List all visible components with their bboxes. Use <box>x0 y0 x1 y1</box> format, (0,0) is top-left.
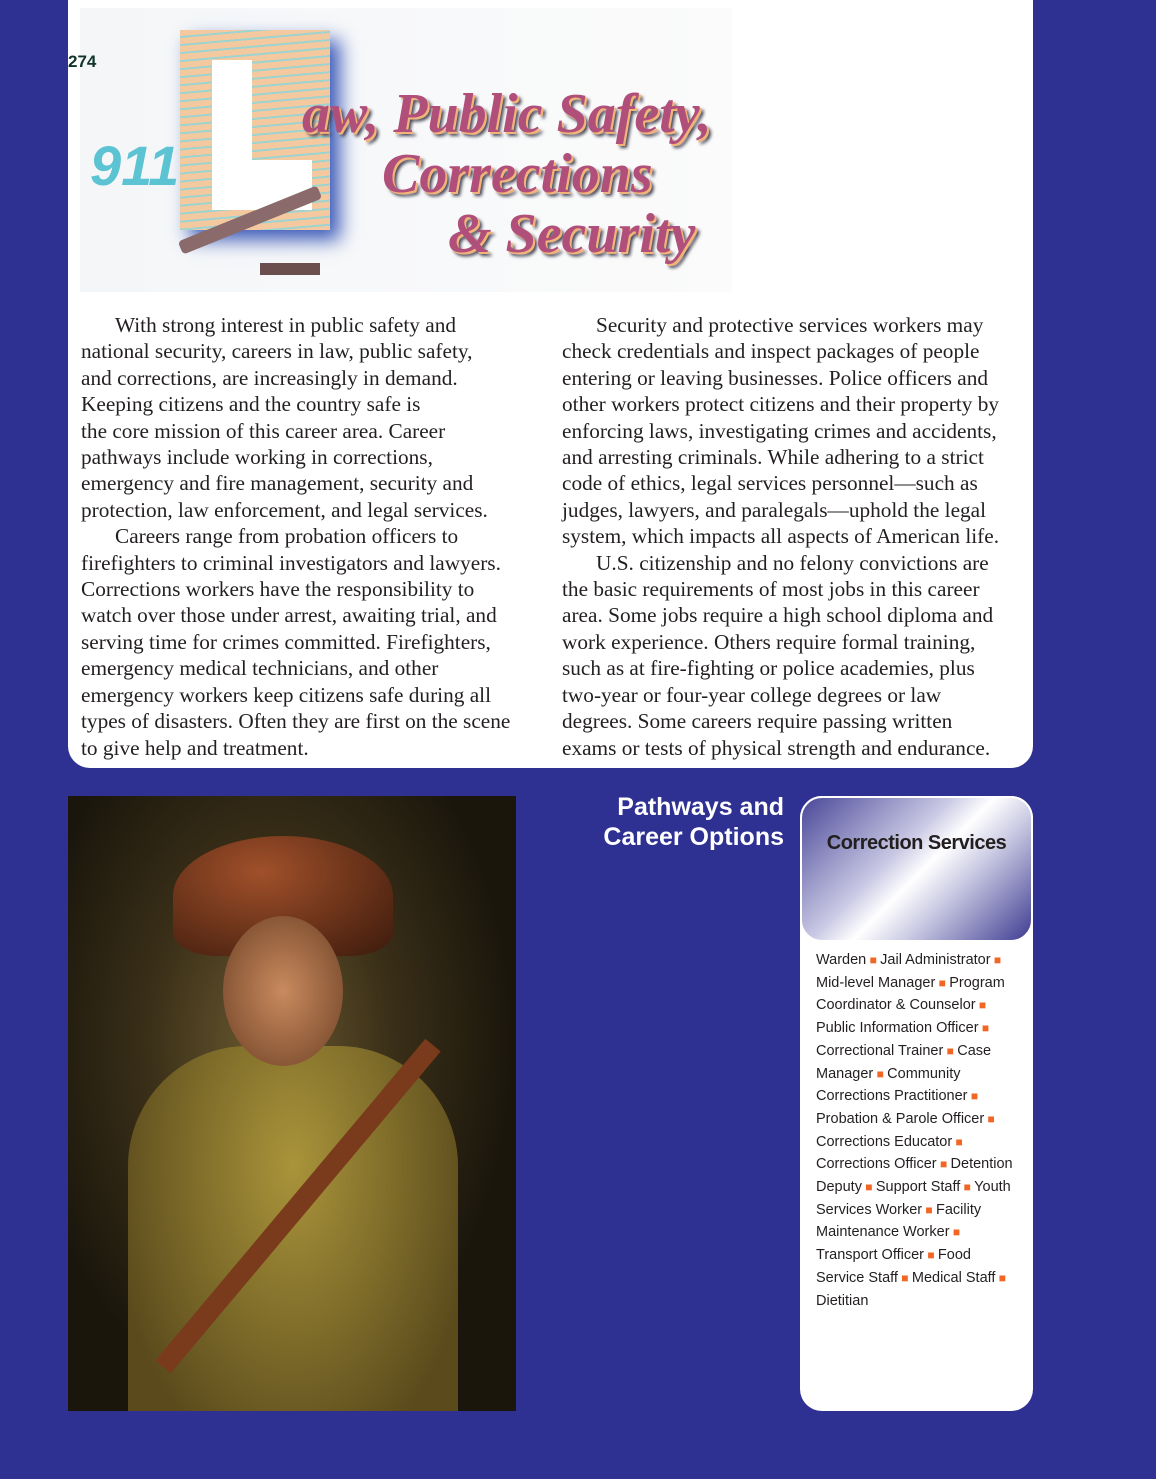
paragraph-line: emergency and fire management, security and <box>81 471 474 496</box>
paragraph-line: Keeping citizens and the country safe is <box>81 392 421 417</box>
banner-logo <box>80 8 732 292</box>
paragraph-line: exams or tests of physical strength and endurance. <box>562 735 991 760</box>
banner-title-line-2: Corrections <box>382 143 653 205</box>
banner-title-line-1: aw, Public Safety, <box>302 83 712 145</box>
career-item: Transport Officer <box>816 1247 924 1264</box>
career-item: Case Manager <box>816 1042 992 1082</box>
pathways-heading <box>560 792 784 852</box>
career-item: Program Coordinator & Counselor <box>816 974 1005 1014</box>
bullet-square-icon: ■ <box>949 1225 961 1240</box>
bullet-square-icon: ■ <box>984 1111 995 1126</box>
paragraph-line: degrees. Some careers require passing written <box>562 709 953 734</box>
paragraph-line: system, which impacts all aspects of American life. <box>562 524 1000 549</box>
career-box-title: Correction Services <box>826 832 1007 854</box>
page-number: 274 <box>68 52 97 71</box>
bullet-square-icon: ■ <box>960 1180 975 1195</box>
badge-911: 911 <box>90 134 180 197</box>
bullet-square-icon: ■ <box>923 1248 938 1263</box>
career-item: Correctional Trainer <box>816 1042 944 1059</box>
paragraph-line: entering or leaving businesses. Police officers and <box>562 365 989 390</box>
career-item: Probation & Parole Officer <box>816 1110 985 1127</box>
paragraph-line: With strong interest in public safety and <box>115 313 456 337</box>
paragraph-line: area. Some jobs require a high school diploma and <box>562 603 994 628</box>
bullet-square-icon: ■ <box>873 1066 888 1081</box>
paragraph-line: types of disasters. Often they are first on the scene <box>81 709 511 734</box>
paragraph-line: protection, law enforcement, and legal services. <box>81 497 488 522</box>
career-item: Food Service Staff <box>816 1247 971 1286</box>
career-box-header <box>800 796 1033 942</box>
career-item: Corrections Officer <box>816 1156 937 1173</box>
paragraph-line: code of ethics, legal services personnel—such as <box>562 471 978 496</box>
paragraph-line: pathways include working in corrections, <box>81 445 433 470</box>
career-item: Youth Services Worker <box>816 1179 1011 1218</box>
paragraph-line: enforcing laws, investigating crimes and accidents, <box>562 418 997 443</box>
bullet-square-icon: ■ <box>943 1043 958 1058</box>
firefighter-photo <box>68 796 516 1411</box>
paragraph-line: watch over those under arrest, awaiting trial, and <box>81 603 497 628</box>
bullet-square-icon: ■ <box>936 1157 951 1172</box>
career-item: Facility Maintenance Worker <box>816 1201 982 1241</box>
career-list <box>816 949 1021 1312</box>
paragraph-line: the core mission of this career area. Career <box>81 418 446 443</box>
right-column-text <box>562 312 999 761</box>
bullet-square-icon: ■ <box>990 953 1002 967</box>
paragraph-line: U.S. citizenship and no felony convictions are <box>596 550 989 575</box>
paragraph-line: and corrections, are increasingly in demand. <box>81 365 458 390</box>
paragraph-line: national security, careers in law, public safety, <box>81 339 473 364</box>
career-item: Medical Staff <box>911 1269 996 1286</box>
pathways-heading-line-1: Pathways and <box>617 793 784 821</box>
paragraph-line: emergency workers keep citizens safe during all <box>81 682 491 707</box>
bullet-square-icon: ■ <box>995 1270 1007 1285</box>
paragraph-line: to give help and treatment. <box>81 735 309 760</box>
paragraph-line: Careers range from probation officers to <box>115 524 459 549</box>
pathways-heading-line-2: Career Options <box>603 823 784 851</box>
bullet-square-icon: ■ <box>935 975 950 990</box>
bullet-square-icon: ■ <box>897 1270 912 1285</box>
paragraph-line: other workers protect citizens and their property by <box>562 392 1000 417</box>
paragraph-line: and arresting criminals. While adhering to a strict <box>562 445 984 470</box>
paragraph-line: two-year or four-year college degrees or law <box>562 682 942 707</box>
paragraph-line: firefighters to criminal investigators and lawyers. <box>81 550 501 575</box>
bullet-square-icon: ■ <box>952 1134 963 1149</box>
gavel-base <box>260 263 320 275</box>
career-item: Public Information Officer <box>816 1020 979 1037</box>
bullet-square-icon: ■ <box>922 1202 937 1217</box>
paragraph-line: emergency medical technicians, and other <box>81 656 439 681</box>
paragraph-line: the basic requirements of most jobs in this career <box>562 577 980 602</box>
bullet-square-icon: ■ <box>975 998 987 1013</box>
bullet-square-icon: ■ <box>978 1021 990 1036</box>
paragraph-line: check credentials and inspect packages of people <box>562 339 980 364</box>
career-item: Dietitian <box>816 1292 869 1309</box>
career-item: Mid-level Manager <box>816 974 936 991</box>
bullet-square-icon: ■ <box>861 1180 876 1195</box>
paragraph-line: such as at fire-fighting or police academies, plus <box>562 656 975 681</box>
paragraph-line: serving time for crimes committed. Firefighters, <box>81 629 491 654</box>
career-item: Corrections Educator <box>816 1133 953 1150</box>
bullet-square-icon: ■ <box>866 953 881 967</box>
career-item: Jail Administrator <box>880 952 991 968</box>
paragraph-line: Security and protective services workers may <box>596 313 984 337</box>
career-options-box <box>800 796 1033 1411</box>
career-item: Warden <box>816 952 867 968</box>
career-item: Community Corrections Practitioner <box>816 1065 968 1105</box>
paragraph-line: work experience. Others require formal training, <box>562 629 976 654</box>
paragraph-line: judges, lawyers, and paralegals—uphold the legal <box>562 497 987 522</box>
career-item: Support Staff <box>875 1179 961 1196</box>
paragraph-line: Corrections workers have the responsibility to <box>81 577 475 602</box>
bullet-square-icon: ■ <box>967 1089 979 1104</box>
banner-title-line-3: & Security <box>448 203 696 265</box>
left-column-text <box>81 312 510 761</box>
career-item: Detention Deputy <box>816 1156 1013 1196</box>
